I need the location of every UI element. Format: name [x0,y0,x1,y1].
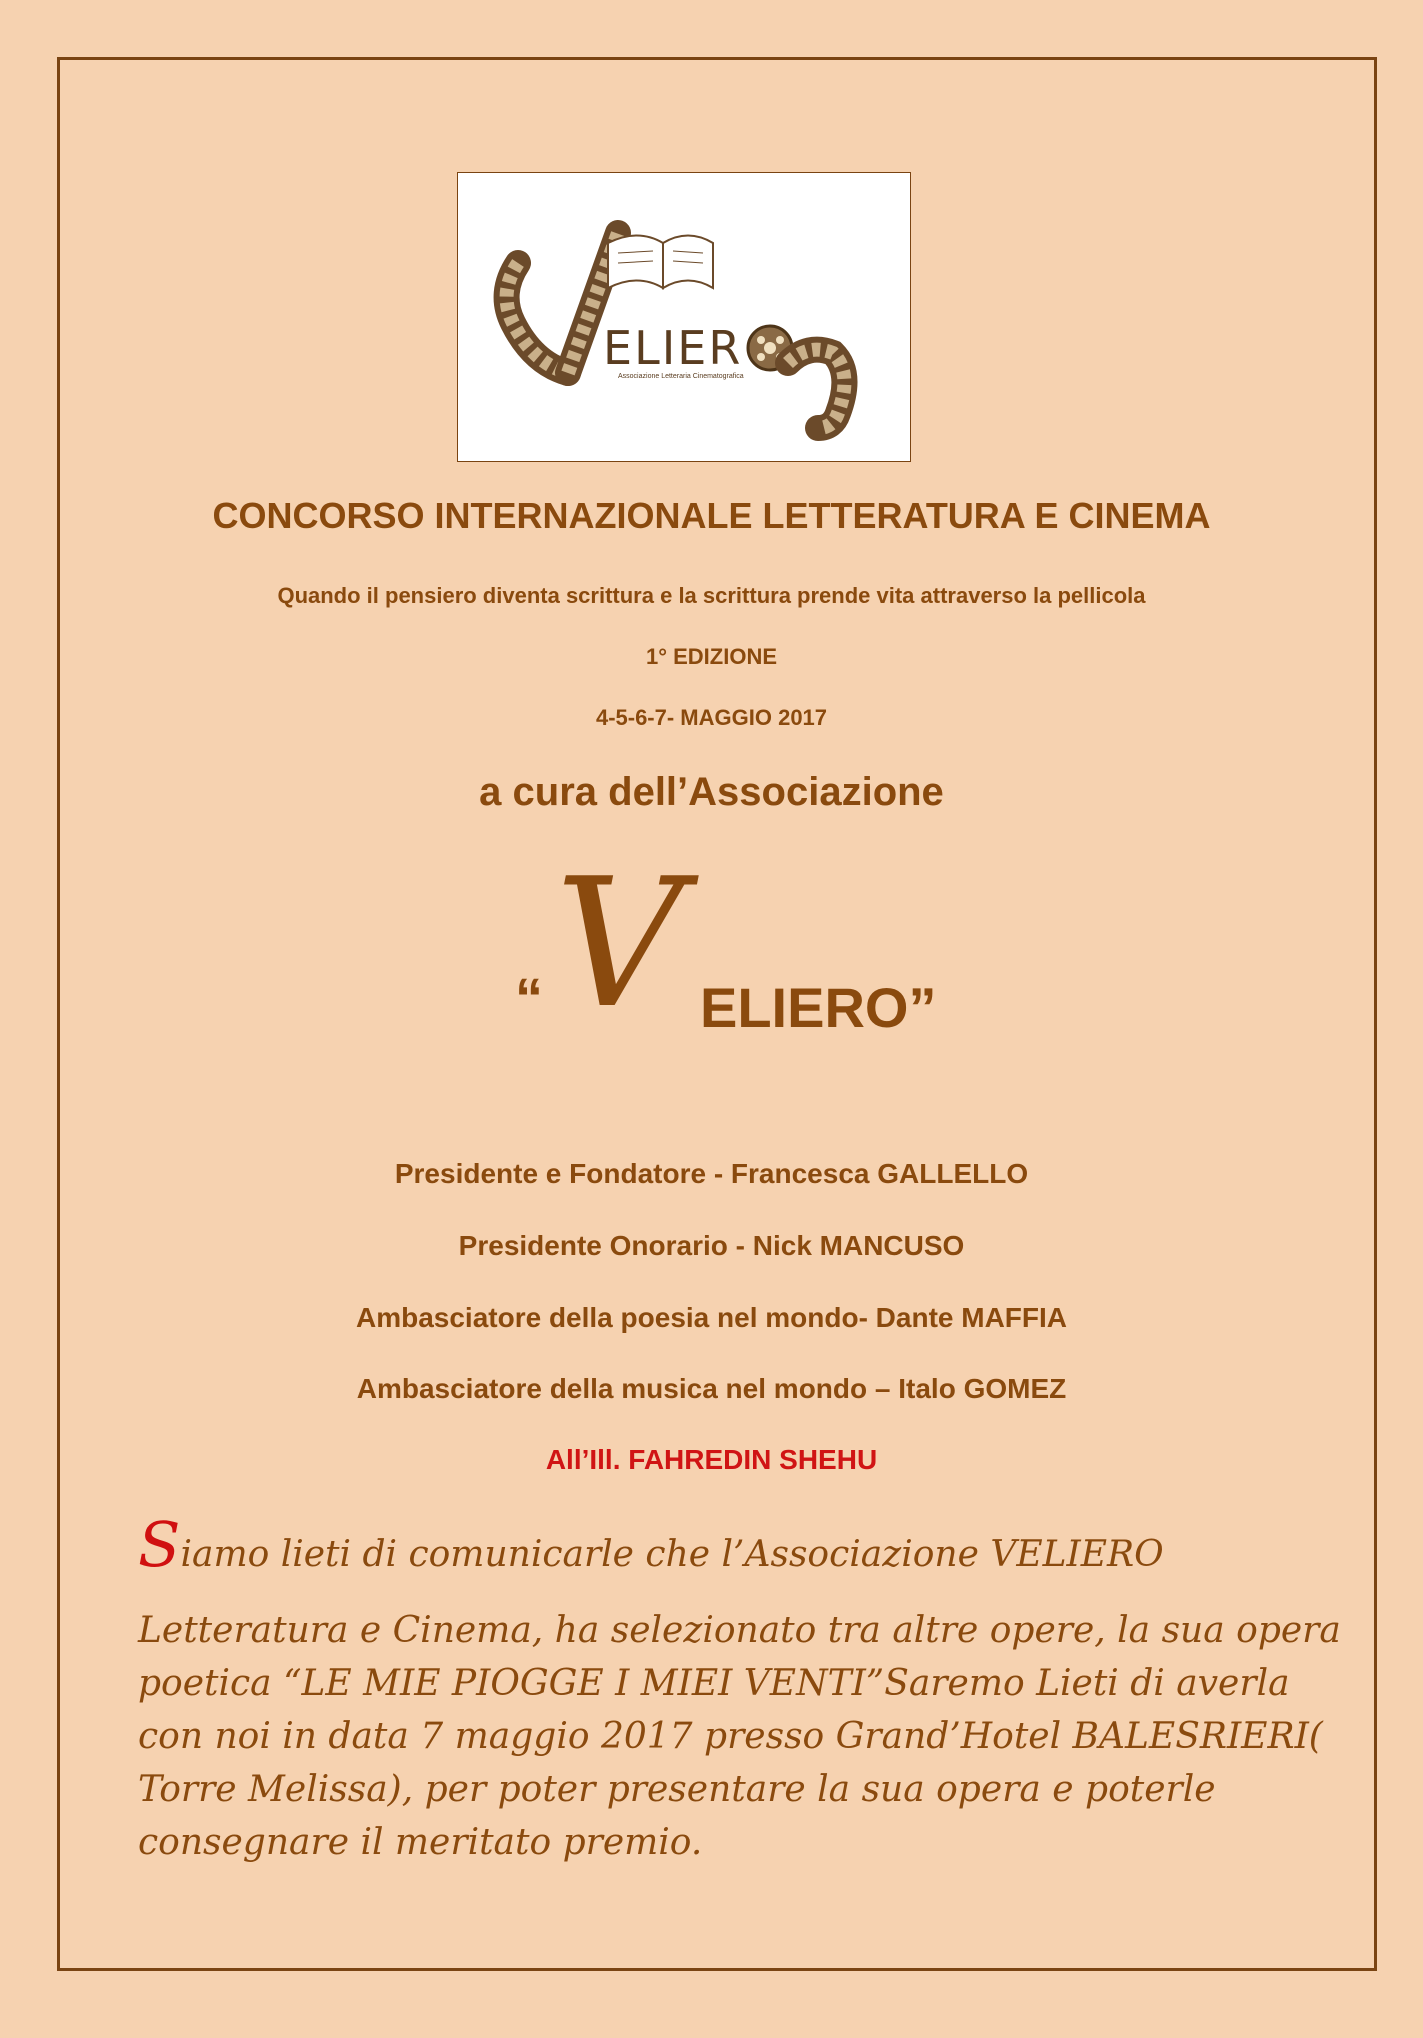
veliero-logo [457,172,911,462]
curated-by: a cura dell’Associazione [479,770,944,814]
letter-line-3: poetica “LE MIE PIOGGE I MIEI VENTI”Saremo Lieti di averla [138,1663,1290,1704]
big-letter-v: V [555,840,684,1047]
contest-title: CONCORSO INTERNAZIONALE LETTERATURA E CINEMA [212,495,1211,536]
association-name [0,840,1423,1050]
logo-title: ELIER [603,321,743,375]
letter-line-5: Torre Melissa), per poter presentare la sua opera e poterle [138,1769,1216,1810]
recipient-name: All’Ill. FAHREDIN SHEHU [545,1444,878,1475]
officer-music-ambassador: Ambasciatore della musica nel mondo – Italo GOMEZ [356,1373,1067,1404]
edition-label: 1° EDIZIONE [645,644,778,669]
letter-line-2: Letteratura e Cinema, ha selezionato tra altre opere, la sua opera [138,1610,1341,1651]
letter-dropcap: S [138,1508,181,1581]
film-reel-logo-icon [458,173,910,461]
association-name-rest: ELIERO” [700,976,937,1039]
letter-line-6: consegnare il meritato premio. [138,1822,703,1863]
letter-line-4: con noi in data 7 maggio 2017 presso Grand’Hotel BALESRIERI( [138,1716,1323,1757]
officer-poetry-ambassador: Ambasciatore della poesia nel mondo- Dante MAFFIA [355,1302,1067,1333]
letter-line-1-text: iamo lieti di comunicarle che l’Associazione VELIERO [180,1534,1164,1575]
officer-president: Presidente e Fondatore - Francesca GALLELLO [394,1158,1029,1189]
logo-subtitle: Associazione Letteraria Cinematografica [618,373,744,380]
officer-honorary-president: Presidente Onorario - Nick MANCUSO [458,1230,965,1261]
event-dates: 4-5-6-7- MAGGIO 2017 [595,705,828,730]
letter-line-1 [138,1508,1298,1581]
open-quote: “ [515,966,543,1029]
contest-tagline: Quando il pensiero diventa scrittura e la scrittura prende vita attraverso la pellicola [277,583,1146,608]
